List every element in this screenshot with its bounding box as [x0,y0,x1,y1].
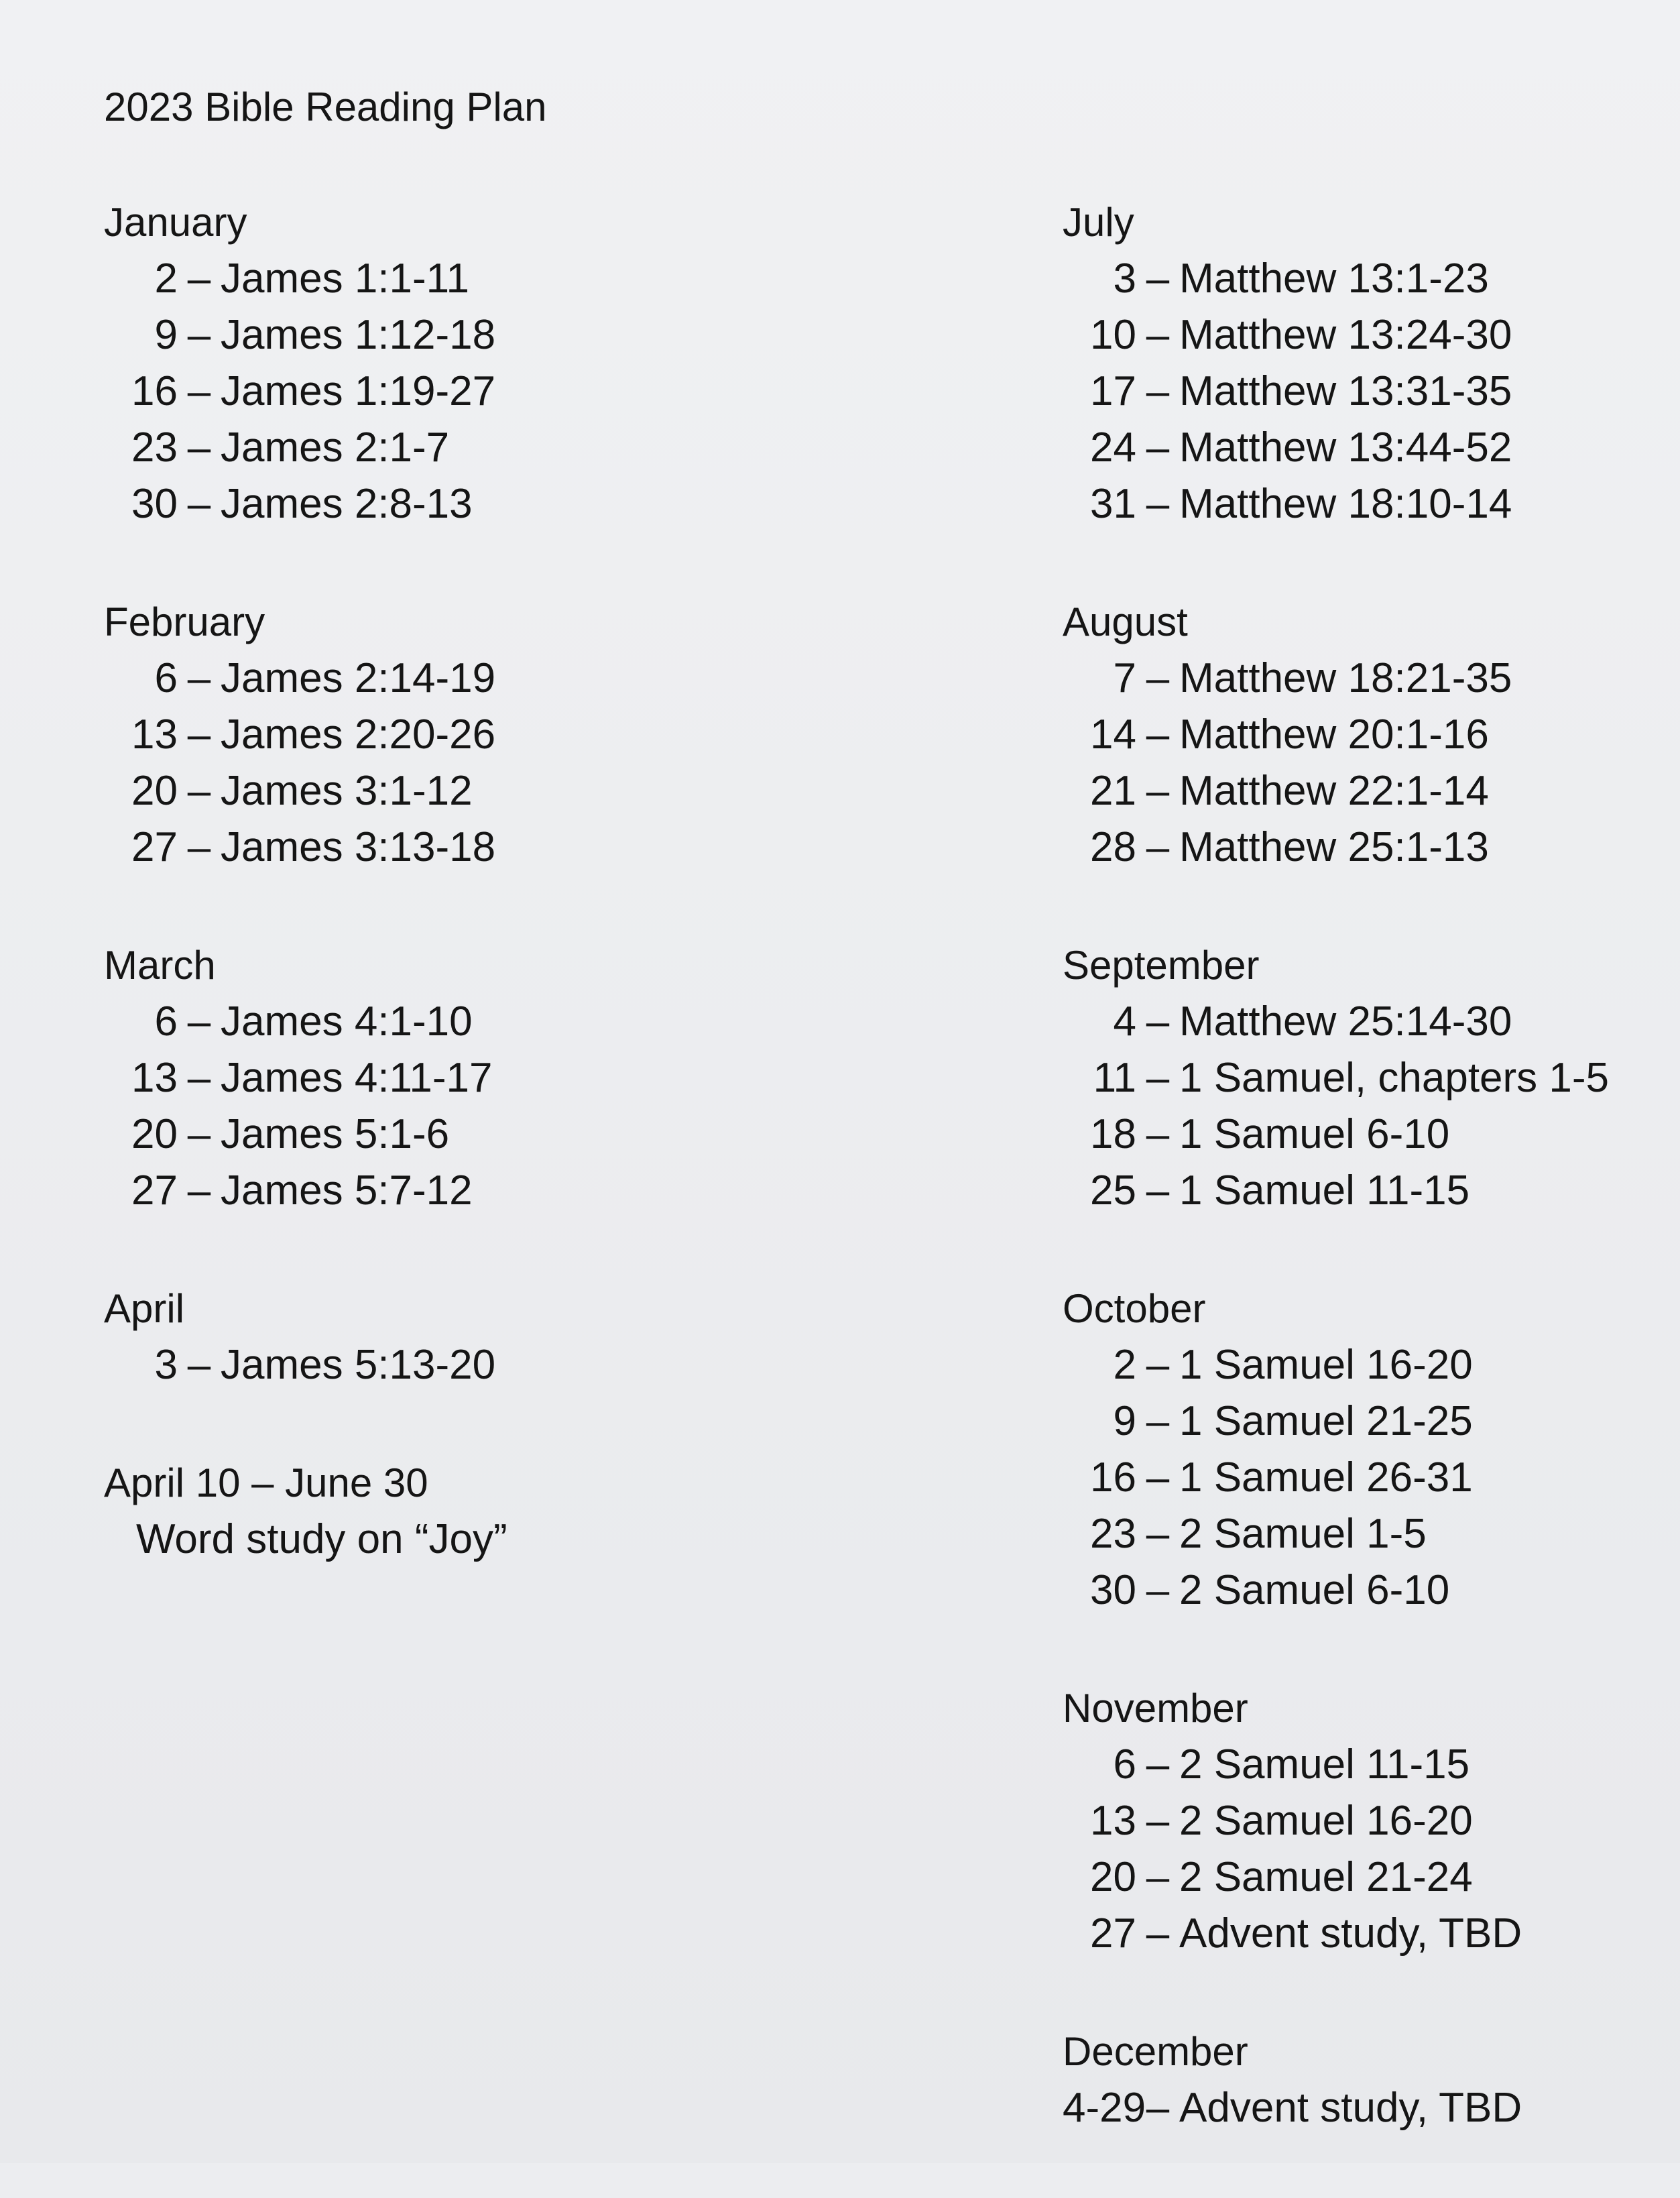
entry-day: 24 [1090,424,1136,471]
reading-list [104,650,808,876]
entry-separator: – [1146,1567,1170,1613]
entry-separator: – [1146,1167,1170,1214]
entry-reading: James 2:14-19 [221,655,496,701]
month-section [104,594,808,876]
reading-list [1063,994,1680,1219]
entry-day: 2 [154,255,178,302]
reading-entry [1063,307,1680,363]
entry-reading: James 1:1-11 [221,255,470,302]
entry-separator: – [187,655,211,701]
entry-separator: – [1146,768,1170,814]
reading-entry [104,1337,808,1393]
entry-separator: – [187,711,211,758]
entry-reading: Matthew 13:31-35 [1179,368,1512,414]
entry-reading: 2 Samuel 11-15 [1179,1741,1470,1788]
entry-separator: – [1146,312,1170,358]
entry-reading: Advent study, TBD [1179,1910,1522,1957]
reading-list [1063,1737,1680,1962]
reading-entry [1063,763,1680,819]
entry-day: 27 [1090,1910,1136,1957]
reading-entry [104,763,808,819]
month-section [1063,937,1680,1219]
entry-reading: James 2:8-13 [221,481,473,527]
entry-reading: James 5:7-12 [221,1167,473,1214]
entry-separator: – [1146,1111,1170,1157]
entry-day: 20 [1090,1854,1136,1900]
entry-day: 18 [1090,1111,1136,1157]
reading-entry [104,819,808,876]
entry-separator: – [1146,1511,1170,1557]
entry-reading: Matthew 25:14-30 [1179,998,1512,1045]
entry-reading: Matthew 13:1-23 [1179,255,1489,302]
entry-reading: James 3:13-18 [221,824,496,870]
entry-separator: – [1146,1798,1170,1844]
reading-entry [104,707,808,763]
reading-entry [1063,1793,1680,1849]
month-heading: February [104,599,265,644]
entry-day: 3 [154,1342,178,1388]
reading-entry [104,476,808,532]
entry-separator: – [1146,998,1170,1045]
month-section [1063,594,1680,876]
entry-separator: – [1146,1910,1170,1957]
entry-separator: – [1146,424,1170,471]
entry-day: 30 [131,481,178,527]
entry-reading: James 1:12-18 [221,312,496,358]
entry-day: 6 [1113,1741,1136,1788]
entry-day: 20 [131,1111,178,1157]
entry-reading: 1 Samuel 21-25 [1179,1398,1473,1444]
entry-separator: – [1146,1055,1170,1101]
reading-entry [104,994,808,1050]
reading-entry [1063,476,1680,532]
entry-day: 25 [1090,1167,1136,1214]
reading-entry [1063,1106,1680,1163]
reading-entry [1063,2080,1680,2136]
month-section [1063,1680,1680,1962]
entry-reading: 2 Samuel 21-24 [1179,1854,1473,1900]
entry-reading: Matthew 13:24-30 [1179,312,1512,358]
entry-day: 6 [154,655,178,701]
reading-list [104,994,808,1219]
entry-separator: – [187,824,211,870]
reading-entry [104,1163,808,1219]
entry-day: 17 [1090,368,1136,414]
entry-day: 7 [1113,655,1136,701]
entry-reading: Matthew 18:10-14 [1179,481,1512,527]
entry-separator: – [1146,824,1170,870]
page-title: 2023 Bible Reading Plan [104,84,547,129]
reading-entry [1063,1906,1680,1962]
reading-entry [1063,707,1680,763]
reading-entry [104,363,808,420]
entry-separator: – [187,481,211,527]
reading-entry [104,1050,808,1106]
month-heading: April 10 – June 30 [104,1460,428,1505]
right-column [1063,194,1680,2198]
reading-entry [104,251,808,307]
entry-day: 31 [1090,481,1136,527]
reading-entry [1063,1163,1680,1219]
entry-day: 23 [1090,1511,1136,1557]
reading-entry [1063,1562,1680,1619]
entry-reading: 1 Samuel 11-15 [1179,1167,1470,1214]
entry-day: 16 [131,368,178,414]
month-heading: September [1063,943,1260,988]
month-section [104,1281,808,1393]
month-heading: December [1063,2029,1248,2074]
entry-day: 11 [1093,1055,1136,1101]
entry-reading: 2 Samuel 1-5 [1179,1511,1427,1557]
entry-reading: Matthew 20:1-16 [1179,711,1489,758]
entry-separator: – [1146,1854,1170,1900]
entry-separator: – [1146,368,1170,414]
entry-reading: James 5:13-20 [221,1342,496,1388]
entry-day: 6 [154,998,178,1045]
reading-entry [1063,1506,1680,1562]
month-heading: April [104,1286,185,1331]
entry-reading: Matthew 13:44-52 [1179,424,1512,471]
entry-separator: – [1146,1741,1170,1788]
entry-day: 13 [1090,1798,1136,1844]
entry-separator: – [187,1167,211,1214]
reading-entry [1063,251,1680,307]
study-note: Word study on “Joy” [136,1516,507,1562]
entry-day: 21 [1090,768,1136,814]
entry-separator: – [187,998,211,1045]
reading-entry [1063,1849,1680,1906]
entry-reading: James 2:1-7 [221,424,450,471]
entry-separator: – [1146,711,1170,758]
entry-separator: – [1146,255,1170,302]
entry-separator: – [187,1111,211,1157]
entry-reading: Matthew 18:21-35 [1179,655,1512,701]
reading-list [104,251,808,532]
left-column [104,194,808,1629]
entry-day: 3 [1113,255,1136,302]
entry-separator: – [187,424,211,471]
entry-separator: – [1146,2085,1170,2131]
month-heading: July [1063,200,1134,245]
entry-reading: 1 Samuel 26-31 [1179,1454,1473,1501]
month-heading: October [1063,1286,1206,1331]
entry-separator: – [187,1055,211,1101]
reading-entry [1063,994,1680,1050]
reading-entry [1063,363,1680,420]
entry-day: 9 [154,312,178,358]
entry-reading: James 1:19-27 [221,368,496,414]
entry-day: 9 [1113,1398,1136,1444]
reading-list [1063,650,1680,876]
entry-reading: 2 Samuel 16-20 [1179,1798,1473,1844]
entry-day: 28 [1090,824,1136,870]
entry-day: 14 [1090,711,1136,758]
entry-reading: James 3:1-12 [221,768,473,814]
reading-entry [1063,1737,1680,1793]
entry-reading: James 5:1-6 [221,1111,450,1157]
entry-reading: Matthew 22:1-14 [1179,768,1489,814]
entry-reading: Matthew 25:1-13 [1179,824,1489,870]
entry-day: 10 [1090,312,1136,358]
entry-separator: – [1146,1342,1170,1388]
entry-separator: – [1146,481,1170,527]
entry-separator: – [1146,1398,1170,1444]
entry-reading: James 4:11-17 [221,1055,493,1101]
reading-list [1063,2080,1680,2136]
entry-reading: Advent study, TBD [1179,2085,1522,2131]
month-heading: August [1063,599,1188,644]
reading-list [104,1337,808,1393]
reading-entry [1063,650,1680,707]
reading-list [1063,251,1680,532]
reading-entry [104,307,808,363]
entry-day: 2 [1113,1342,1136,1388]
entry-day: 13 [131,1055,178,1101]
month-section [1063,194,1680,532]
entry-day: 4 [1113,998,1136,1045]
entry-reading: James 2:20-26 [221,711,496,758]
reading-entry [1063,1337,1680,1393]
entry-separator: – [187,368,211,414]
reading-entry [1063,420,1680,476]
month-heading: November [1063,1686,1248,1731]
reading-entry [1063,1393,1680,1450]
entry-reading: 1 Samuel 6-10 [1179,1111,1450,1157]
reading-entry [104,650,808,707]
entry-separator: – [187,1342,211,1388]
entry-day: 13 [131,711,178,758]
entry-reading: 1 Samuel, chapters 1-5 [1179,1055,1610,1101]
month-section [104,1455,808,1568]
entry-day: 16 [1090,1454,1136,1501]
entry-day: 27 [131,1167,178,1214]
entry-day: 27 [131,824,178,870]
reading-list [1063,1337,1680,1619]
entry-separator: – [187,768,211,814]
reading-entry [104,1106,808,1163]
entry-reading: 2 Samuel 6-10 [1179,1567,1450,1613]
entry-reading: James 4:1-10 [221,998,473,1045]
month-section [1063,1281,1680,1619]
reading-entry [104,420,808,476]
entry-day: 20 [131,768,178,814]
month-section [104,937,808,1219]
entry-reading: 1 Samuel 16-20 [1179,1342,1473,1388]
reading-entry [1063,1450,1680,1506]
entry-separator: – [1146,655,1170,701]
month-section [104,194,808,532]
entry-separator: – [187,255,211,302]
entry-separator: – [187,312,211,358]
reading-entry [1063,819,1680,876]
month-heading: January [104,200,247,245]
reading-entry [1063,1050,1680,1106]
month-heading: March [104,943,216,988]
month-section [1063,2024,1680,2136]
entry-separator: – [1146,1454,1170,1501]
entry-day: 4-29 [1063,2085,1146,2131]
entry-day: 23 [131,424,178,471]
entry-day: 30 [1090,1567,1136,1613]
